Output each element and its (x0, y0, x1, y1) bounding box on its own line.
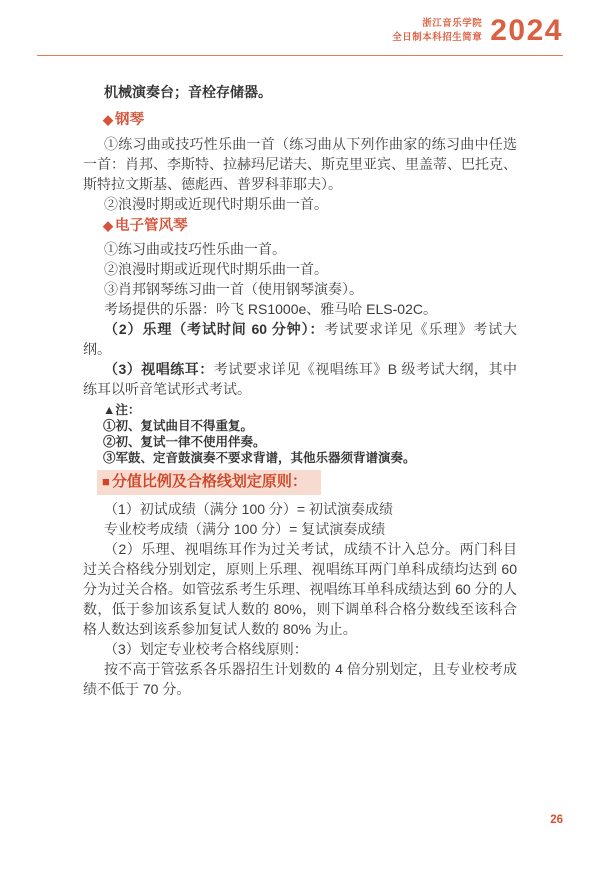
notes-title (103, 402, 517, 418)
header-divider (37, 55, 563, 56)
score-section-title: 分值比例及合格线划定原则： (111, 473, 307, 490)
score-paragraph: 按不高于管弦系各乐器招生计划数的 4 倍分别划定，且专业校考成绩不低于 70 分。 (83, 661, 517, 697)
diamond-icon: ◆ (103, 218, 113, 233)
organ-heading-label: 电子管风琴 (115, 218, 188, 234)
exam-item-text: 考试要求详见《视唱练耳》B 级考试大纲，其中练耳以听音笔试形式考试。 (83, 361, 517, 397)
diamond-icon: ◆ (103, 112, 113, 127)
score-section-heading (97, 470, 321, 495)
score-paragraph: （1）初试成绩（满分 100 分）= 初试演奏成绩 (104, 501, 393, 517)
header-year: 2024 (490, 14, 563, 47)
exam-item-label: （2）乐理（考试时间 60 分钟）： (104, 321, 325, 337)
organ-item: ③肖邦钢琴练习曲一首（使用钢琴演奏）。 (104, 281, 363, 297)
notes-title-label: 注： (115, 403, 141, 417)
page-body (83, 82, 517, 699)
organ-item: ①练习曲或技巧性乐曲一首。 (104, 241, 286, 257)
page-footer (550, 814, 563, 826)
note-item: ①初、复试曲目不得重复。 (103, 419, 254, 433)
piano-item: ①练习曲或技巧性乐曲一首（练习曲从下列作曲家的练习曲中任选一首：肖邦、李斯特、拉赫玛尼诺夫、斯克里亚宾、里盖蒂、巴托克、斯特拉文斯基、德彪西、普罗科菲耶夫）。 (83, 136, 517, 192)
section-heading-piano (103, 110, 517, 130)
exam-item-music-theory (83, 319, 517, 359)
page-header (392, 16, 563, 46)
exam-item-text: 考试要求详见《乐理》考试大纲。 (83, 321, 517, 357)
note-item: ③军鼓、定音鼓演奏不要求背谱，其他乐器须背谱演奏。 (103, 451, 416, 465)
score-paragraph: （3）划定专业校考合格线原则： (104, 641, 308, 657)
note-item: ②初、复试一律不使用伴奏。 (103, 435, 266, 449)
score-section-heading-wrap (97, 470, 517, 495)
header-subtitle: 全日制本科招生简章 (392, 32, 483, 43)
header-school-name: 浙江音乐学院 (422, 18, 483, 30)
organ-item: ②浪漫时期或近现代时期乐曲一首。 (104, 261, 328, 277)
square-icon: ■ (102, 474, 110, 489)
header-school-block (392, 17, 482, 45)
section-heading-organ (103, 216, 517, 236)
exam-item-label: （3）视唱练耳： (104, 361, 214, 377)
piano-heading-label: 钢琴 (115, 112, 144, 128)
triangle-icon: ▲ (103, 403, 116, 417)
exam-item-ear-training (83, 359, 517, 399)
page-number: 26 (550, 814, 563, 826)
piano-item: ②浪漫时期或近现代时期乐曲一首。 (104, 196, 328, 212)
score-paragraph: （2）乐理、视唱练耳作为过关考试，成绩不计入总分。两门科目过关合格线分别划定，原则上乐理、视唱练耳两门单科成绩均达到 60 分为过关合格。如管弦系考生乐理、视唱练耳单科成绩达到 60 分的人数，低于参加该系复试人数的 80%，则下调单科合格分数线至该科合格人数达到该系参加复试人数的 80% 为止。 (83, 541, 517, 637)
score-paragraph: 专业校考成绩（满分 100 分）= 复试演奏成绩 (104, 521, 386, 537)
notes-block (103, 402, 517, 466)
intro-line: 机械演奏台；音栓存储器。 (104, 84, 272, 100)
organ-item: 考场提供的乐器：吟飞 RS1000e、雅马哈 ELS-02C。 (104, 301, 437, 317)
